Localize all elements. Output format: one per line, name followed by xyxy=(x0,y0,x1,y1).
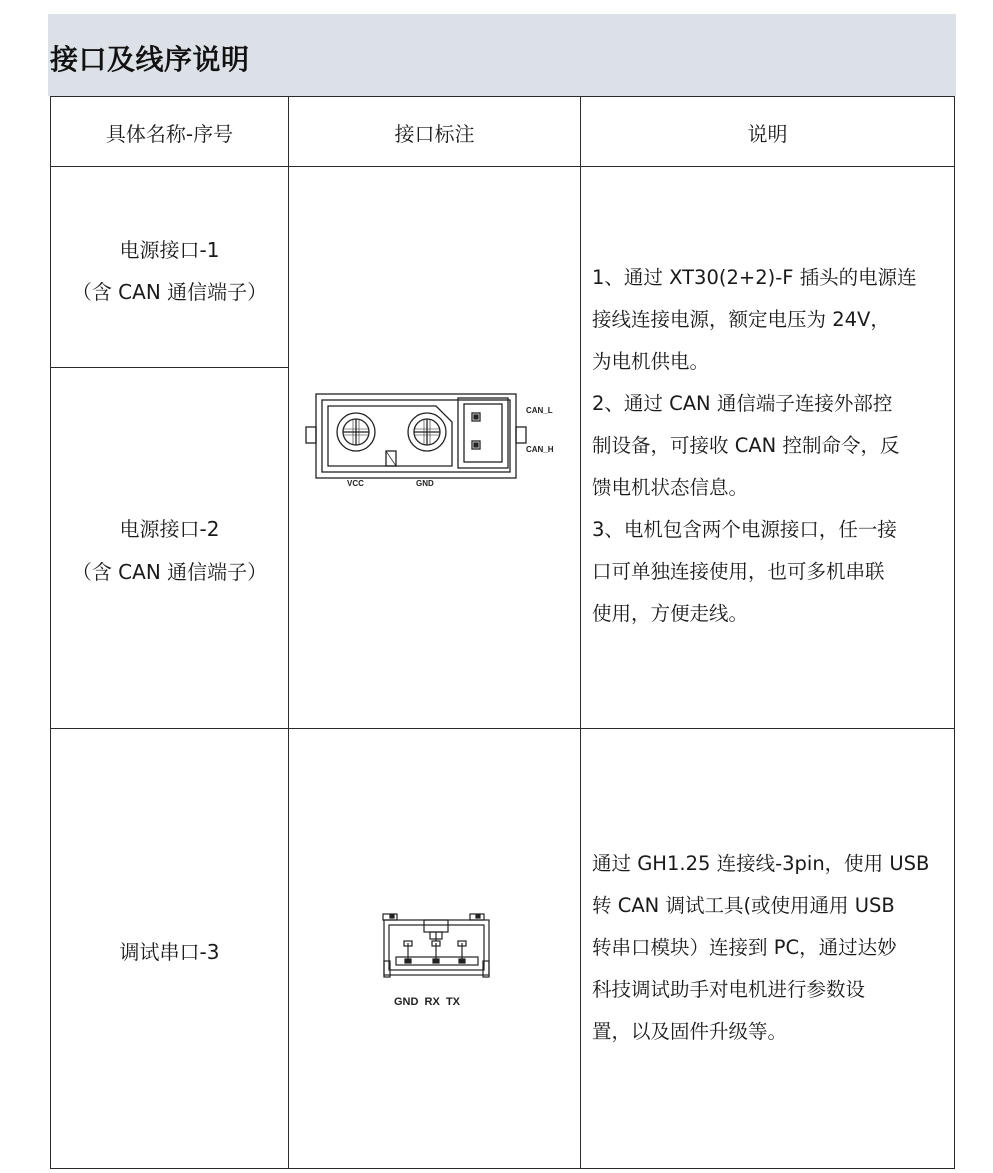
desc-line: 1、通过 XT30(2+2)-F 插头的电源连 xyxy=(592,266,917,289)
gnd-label: GND xyxy=(416,479,434,488)
header-name: 具体名称-序号 xyxy=(105,122,234,146)
desc-line: 为电机供电。 xyxy=(592,350,710,373)
row3-name: 调试串口-3 xyxy=(119,940,220,964)
desc-line: 馈电机状态信息。 xyxy=(592,476,749,499)
desc-line: 使用，方便走线。 xyxy=(592,602,749,625)
desc-line: 制设备，可接收 CAN 控制命令，反 xyxy=(592,434,900,457)
section-header xyxy=(48,14,956,96)
table-border-bottom xyxy=(50,1168,955,1169)
desc-line: 转串口模块）连接到 PC，通过达妙 xyxy=(592,936,897,959)
column-divider-2 xyxy=(580,96,581,1169)
can-h-label: CAN_H xyxy=(526,445,554,454)
desc-line: 2、通过 CAN 通信端子连接外部控 xyxy=(592,392,893,415)
desc-line: 置，以及固件升级等。 xyxy=(592,1020,788,1043)
header-label: 接口标注 xyxy=(394,122,475,146)
power-description xyxy=(592,257,917,635)
column-divider-1 xyxy=(288,96,289,1169)
gh125-connector-diagram xyxy=(372,905,502,1015)
vcc-label: VCC xyxy=(347,479,364,488)
row1-subname: （含 CAN 通信端子） xyxy=(71,280,268,304)
desc-line: 通过 GH1.25 连接线-3pin，使用 USB xyxy=(592,852,930,875)
desc-line: 3、电机包含两个电源接口，任一接 xyxy=(592,518,897,541)
row-divider-2-3 xyxy=(50,728,955,729)
desc-line: 接线连接电源，额定电压为 24V， xyxy=(592,308,890,331)
xt30-connector-diagram xyxy=(300,385,570,495)
gh-pin-labels: GND RX TX xyxy=(394,996,461,1008)
desc-line: 科技调试助手对电机进行参数设 xyxy=(592,978,866,1001)
header-divider xyxy=(50,166,955,167)
desc-line: 转 CAN 调试工具(或使用通用 USB xyxy=(592,894,895,917)
row-divider-1-2 xyxy=(50,367,288,368)
table-border-top xyxy=(50,96,955,97)
header-description: 说明 xyxy=(747,122,788,146)
debug-description xyxy=(592,843,929,1053)
row2-subname: （含 CAN 通信端子） xyxy=(71,560,268,584)
section-title: 接口及线序说明 xyxy=(50,43,250,76)
can-l-label: CAN_L xyxy=(526,406,553,415)
row2-name: 电源接口-2 xyxy=(119,517,220,541)
table-border-right xyxy=(954,96,955,1169)
row1-name: 电源接口-1 xyxy=(119,238,220,262)
desc-line: 口可单独连接使用，也可多机串联 xyxy=(592,560,885,583)
